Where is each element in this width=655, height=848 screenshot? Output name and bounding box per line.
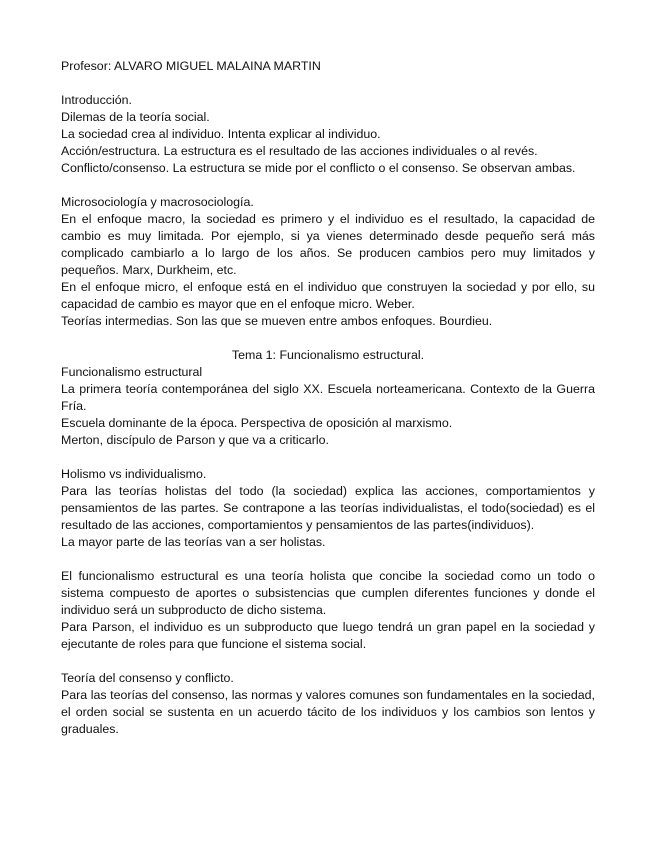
tema1-subheading: Funcionalismo estructural bbox=[61, 365, 203, 379]
majority-line: La mayor parte de las teorías van a ser holistas. bbox=[61, 535, 326, 549]
micro-paragraph: En el enfoque micro, el enfoque está en el individuo que construyen la sociedad y por ello, su capacidad de cambio es mayor que en el enfoque micro. Weber. bbox=[61, 280, 595, 311]
intro-line: Dilemas de la teoría social. bbox=[61, 110, 210, 124]
first-theory-paragraph: La primera teoría contemporánea del siglo XX. Escuela norteamericana. Contexto de la Guerra Fría. bbox=[61, 382, 595, 413]
intermediate-line: Teorías intermedias. Son las que se mueven entre ambos enfoques. Bourdieu. bbox=[61, 314, 493, 328]
merton-line: Merton, discípulo de Parson y que va a criticarlo. bbox=[61, 433, 329, 447]
dominant-line: Escuela dominante de la época. Perspectiva de oposición al marxismo. bbox=[61, 416, 453, 430]
holistic-paragraph: Para las teorías holistas del todo (la sociedad) explica las acciones, comportamientos y pensamientos de las partes. Se contrapone a las teorías individualistas, el todo(sociedad) es el resultado de las acciones, comportamientos y pensamientos de las partes(individuos). bbox=[61, 484, 595, 532]
tema1-title: Tema 1: Funcionalismo estructural. bbox=[231, 348, 425, 362]
spacer bbox=[61, 551, 595, 568]
consenso-heading: Teoría del consenso y conflicto. bbox=[61, 671, 234, 685]
parson-paragraph: Para Parson, el individuo es un subproducto que luego tendrá un gran papel en la sociedad y ejecutante de roles para que funcione el sistema social. bbox=[61, 620, 595, 651]
intro-heading: Introducción. bbox=[61, 93, 132, 107]
professor-line: Profesor: ALVARO MIGUEL MALAINA MARTIN bbox=[61, 59, 321, 73]
spacer bbox=[61, 330, 595, 347]
intro-line: Acción/estructura. La estructura es el resultado de las acciones individuales o al revés. bbox=[61, 144, 538, 158]
intro-line: Conflicto/consenso. La estructura se mide por el conflicto o el consenso. Se observan ambas. bbox=[61, 161, 576, 175]
micro-macro-heading: Microsociología y macrosociología. bbox=[61, 195, 254, 209]
spacer bbox=[61, 653, 595, 670]
spacer bbox=[61, 177, 595, 194]
macro-paragraph: En el enfoque macro, la sociedad es primero y el individuo es el resultado, la capacidad de cambio es muy limitada. Por ejemplo, si ya vienes determinado desde pequeño será más complicado cambiarlo a lo largo de los años. Se producen cambios pero muy limitados y pequeños. Marx, Durkheim, etc. bbox=[61, 212, 595, 277]
consenso-paragraph: Para las teorías del consenso, las normas y valores comunes son fundamentales en la sociedad, el orden social se sustenta en un acuerdo tácito de los individuos y los cambios son lentos y graduales. bbox=[61, 688, 595, 736]
holismo-heading: Holismo vs individualismo. bbox=[61, 467, 207, 481]
spacer bbox=[61, 75, 595, 92]
document-page bbox=[61, 58, 595, 738]
intro-line: La sociedad crea al individuo. Intenta explicar al individuo. bbox=[61, 127, 381, 141]
spacer bbox=[61, 449, 595, 466]
funcionalismo-paragraph: El funcionalismo estructural es una teoría holista que concibe la sociedad como un todo o sistema compuesto de aportes o subsistencias que cumplen diferentes funciones y donde el individuo será un subproducto de dicho sistema. bbox=[61, 569, 595, 617]
